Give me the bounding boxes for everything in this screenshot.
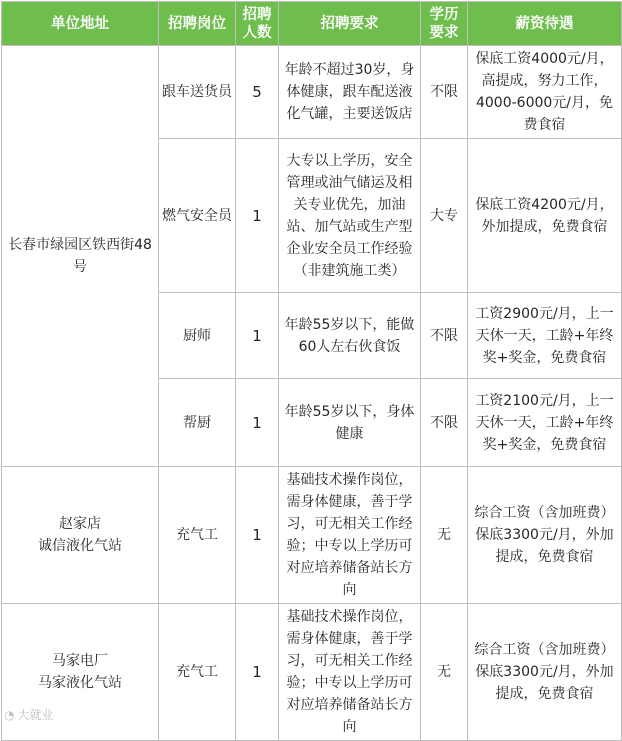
education-cell: 不限 [421,379,468,467]
address-line: 马家液化气站 [38,675,122,691]
header-count: 招聘人数 [236,2,279,46]
weibo-icon: ◔ [4,708,15,722]
salary-cell: 保底工资4000元/月，高提成，努力工作，4000-6000元/月，免费食宿 [468,46,622,139]
address-line: 马家电厂 [52,653,108,669]
salary-cell: 综合工资（含加班费）保底3300元/月，外加提成，免费食宿 [468,467,622,604]
education-cell: 不限 [421,46,468,139]
table-row [2,467,622,604]
education-cell: 无 [421,467,468,604]
header-salary: 薪资待遇 [468,2,622,46]
address-cell: 长春市绿园区铁西街48号 [2,46,159,467]
position-cell: 充气工 [159,604,236,741]
address-cell [2,467,159,604]
requirement-cell: 大专以上学历，安全管理或油气储运及相关专业优先，加油站、加气站或生产型企业安全员工作经验（非建筑施工类） [279,139,421,293]
address-line: 赵家店 [59,516,101,532]
position-cell: 充气工 [159,467,236,604]
header-address: 单位地址 [2,2,159,46]
position-cell: 帮厨 [159,379,236,467]
header-position: 招聘岗位 [159,2,236,46]
recruitment-table [1,1,622,741]
requirement-cell: 基础技术操作岗位，需身体健康，善于学习，可无相关工作经验；中专以上学历可对应培养储备站长方向 [279,467,421,604]
requirement-cell: 年龄55岁以下，能做60人左右伙食饭 [279,293,421,379]
count-cell: 1 [236,379,279,467]
count-cell: 1 [236,467,279,604]
salary-cell: 保底工资4200元/月，外加提成，免费食宿 [468,139,622,293]
salary-cell: 工资2100元/月，上一天休一天，工龄+年终奖+奖金，免费食宿 [468,379,622,467]
watermark-text: 大就业 [17,708,54,722]
salary-cell: 综合工资（含加班费）保底3300元/月，外加提成，免费食宿 [468,604,622,741]
position-cell: 跟车送货员 [159,46,236,139]
education-cell: 大专 [421,139,468,293]
table-row [2,604,622,741]
table-row [2,46,622,139]
salary-cell: 工资2900元/月，上一天休一天，工龄+年终奖+奖金，免费食宿 [468,293,622,379]
position-cell: 厨师 [159,293,236,379]
requirement-cell: 基础技术操作岗位，需身体健康，善于学习，可无相关工作经验；中专以上学历可对应培养储备站长方向 [279,604,421,741]
requirement-cell: 年龄不超过30岁，身体健康，跟车配送液化气罐，主要送饭店 [279,46,421,139]
watermark [4,706,54,723]
education-cell: 不限 [421,293,468,379]
requirement-cell: 年龄55岁以下，身体健康 [279,379,421,467]
count-cell: 1 [236,604,279,741]
header-row [2,2,622,46]
count-cell: 1 [236,293,279,379]
education-cell: 无 [421,604,468,741]
address-line: 诚信液化气站 [38,538,122,554]
header-education: 学历要求 [421,2,468,46]
count-cell: 5 [236,46,279,139]
header-requirement: 招聘要求 [279,2,421,46]
count-cell: 1 [236,139,279,293]
position-cell: 燃气安全员 [159,139,236,293]
